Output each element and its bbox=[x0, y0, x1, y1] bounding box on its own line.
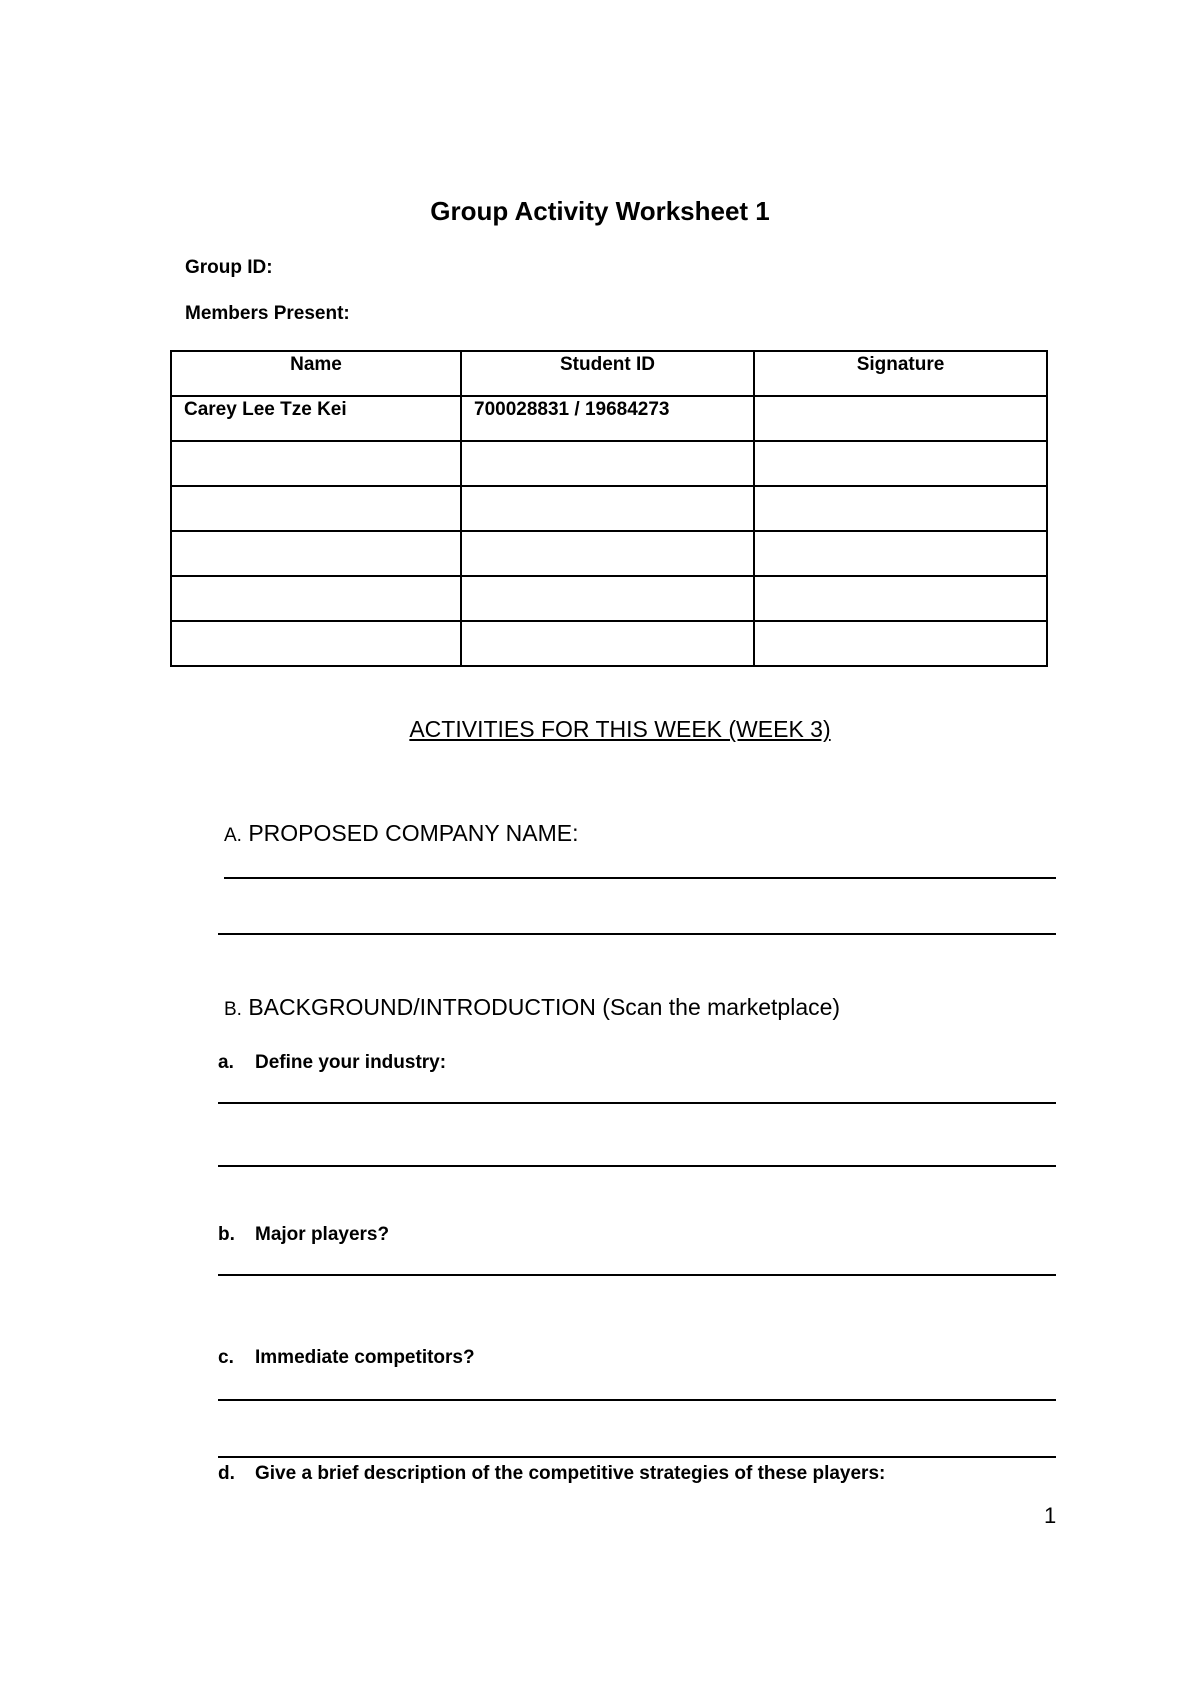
table-row bbox=[171, 531, 1047, 576]
signature-cell[interactable] bbox=[754, 531, 1047, 576]
table-row bbox=[171, 576, 1047, 621]
answer-line[interactable] bbox=[218, 933, 1056, 935]
question-b-text: Major players? bbox=[255, 1224, 390, 1245]
answer-line[interactable] bbox=[218, 1456, 1056, 1458]
question-d-label: d. bbox=[218, 1463, 235, 1484]
question-b bbox=[218, 1224, 389, 1246]
question-c-text: Immediate competitors? bbox=[255, 1347, 475, 1368]
section-b-text: BACKGROUND/INTRODUCTION (Scan the marketplace) bbox=[248, 994, 841, 1020]
column-header-signature: Signature bbox=[754, 351, 1047, 396]
section-a-heading bbox=[224, 820, 579, 847]
student-id-cell[interactable] bbox=[461, 441, 754, 486]
answer-line[interactable] bbox=[218, 1165, 1056, 1167]
table-row bbox=[171, 621, 1047, 666]
members-table bbox=[170, 350, 1048, 667]
student-id-cell[interactable]: 700028831 / 19684273 bbox=[461, 396, 754, 441]
student-id-cell[interactable] bbox=[461, 531, 754, 576]
name-cell[interactable] bbox=[171, 441, 461, 486]
page-number: 1 bbox=[1044, 1503, 1057, 1528]
name-cell[interactable]: Carey Lee Tze Kei bbox=[171, 396, 461, 441]
name-cell[interactable] bbox=[171, 576, 461, 621]
members-present-label: Members Present: bbox=[185, 303, 350, 324]
table-header-row bbox=[171, 351, 1047, 396]
question-a-text: Define your industry: bbox=[255, 1052, 447, 1073]
signature-cell[interactable] bbox=[754, 441, 1047, 486]
table-row bbox=[171, 486, 1047, 531]
section-b-letter: B. bbox=[224, 999, 242, 1020]
name-cell[interactable] bbox=[171, 486, 461, 531]
question-a bbox=[218, 1052, 446, 1074]
question-a-label: a. bbox=[218, 1052, 234, 1073]
student-id-cell[interactable] bbox=[461, 621, 754, 666]
question-c-label: c. bbox=[218, 1347, 234, 1368]
table-row bbox=[171, 441, 1047, 486]
signature-cell[interactable] bbox=[754, 396, 1047, 441]
signature-cell[interactable] bbox=[754, 621, 1047, 666]
question-d-text: Give a brief description of the competitive strategies of these players: bbox=[255, 1463, 886, 1484]
student-id-cell[interactable] bbox=[461, 576, 754, 621]
question-b-label: b. bbox=[218, 1224, 235, 1245]
answer-line[interactable] bbox=[218, 1102, 1056, 1104]
group-id-label: Group ID: bbox=[185, 257, 273, 278]
name-cell[interactable] bbox=[171, 531, 461, 576]
answer-line[interactable] bbox=[224, 877, 1056, 879]
answer-line[interactable] bbox=[218, 1274, 1056, 1276]
section-a-letter: A. bbox=[224, 825, 242, 846]
question-d bbox=[218, 1463, 885, 1485]
column-header-student-id: Student ID bbox=[461, 351, 754, 396]
column-header-name: Name bbox=[171, 351, 461, 396]
answer-line[interactable] bbox=[218, 1399, 1056, 1401]
section-a-text: PROPOSED COMPANY NAME: bbox=[248, 820, 579, 846]
section-b-heading bbox=[224, 994, 840, 1021]
activities-heading: ACTIVITIES FOR THIS WEEK (WEEK 3) bbox=[409, 716, 831, 742]
signature-cell[interactable] bbox=[754, 576, 1047, 621]
table-row bbox=[171, 396, 1047, 441]
signature-cell[interactable] bbox=[754, 486, 1047, 531]
name-cell[interactable] bbox=[171, 621, 461, 666]
question-c bbox=[218, 1347, 475, 1369]
student-id-cell[interactable] bbox=[461, 486, 754, 531]
page-title: Group Activity Worksheet 1 bbox=[430, 196, 770, 226]
